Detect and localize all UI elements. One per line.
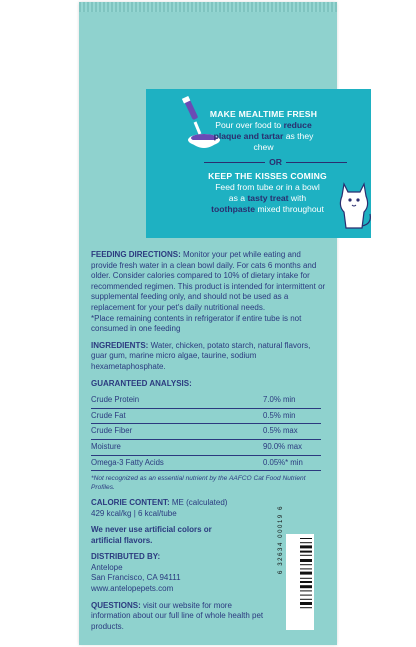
analysis-row — [91, 424, 321, 440]
analysis-table — [91, 393, 321, 471]
distributor-website: www.antelopepets.com — [91, 584, 174, 594]
questions-label: QUESTIONS: — [91, 600, 141, 610]
promo-highlight: tasty treat — [247, 193, 289, 203]
barcode-bar — [300, 545, 312, 548]
barcode-bar — [300, 555, 312, 556]
promo-text: Pour over food to — [215, 120, 284, 130]
analysis-nutrient: Moisture — [91, 439, 263, 455]
analysis-nutrient: Crude Fat — [91, 408, 263, 424]
barcode-bars — [286, 534, 314, 630]
barcode-bar — [300, 595, 312, 596]
or-divider — [204, 157, 347, 168]
ingredients-text: Water, chicken, potato starch, natural flavors, guar gum, marine micro algae, taurine, sodium hexametaphosphate. — [91, 340, 311, 371]
calorie-label: CALORIE CONTENT: — [91, 497, 170, 507]
promo-text: as a — [228, 193, 248, 203]
barcode-bar — [300, 590, 312, 591]
storage-note: *Place remaining contents in refrigerator if entire tube is not consumed in one feeding — [91, 313, 302, 334]
barcode-digits: 6 32634 00019 6 — [278, 504, 284, 574]
ingredients-label: INGREDIENTS: — [91, 340, 149, 350]
barcode-bar — [300, 551, 312, 553]
calorie-content — [91, 498, 327, 509]
analysis-nutrient: Omega-3 Fatty Acids — [91, 455, 263, 471]
promo-highlight: plaque and tartar — [213, 131, 284, 141]
promo-highlight: reduce — [283, 120, 312, 130]
promo-text: as they — [283, 131, 314, 141]
barcode-bar — [300, 568, 312, 569]
distributor-city: San Francisco, CA 94111 — [91, 573, 181, 583]
promo-text: with — [288, 193, 307, 203]
barcode-bar — [300, 559, 312, 562]
barcode-bar — [300, 607, 312, 608]
product-pouch — [79, 2, 337, 645]
analysis-value: 0.5% max — [263, 424, 321, 440]
feeding-label: FEEDING DIRECTIONS: — [91, 250, 181, 259]
calorie-values: 429 kcal/kg | 6 kcal/tube — [91, 508, 177, 518]
promo-panel — [146, 89, 371, 238]
questions-text: visit our website for more information about our full line of whole health pet products. — [91, 600, 264, 631]
barcode-bar — [300, 538, 312, 539]
barcode-bar — [300, 542, 312, 543]
claim-line: artificial flavors. — [91, 535, 153, 545]
analysis-value: 7.0% min — [263, 393, 321, 408]
analysis-row — [91, 408, 321, 424]
analysis-value: 90.0% max — [263, 439, 321, 455]
promo-text: Feed from tube or in a bowl — [215, 182, 320, 192]
barcode-bar — [300, 599, 312, 600]
barcode-bar — [300, 581, 312, 583]
calorie-text: ME (calculated) — [169, 497, 228, 507]
analysis-value: 0.05%* min — [263, 455, 321, 471]
barcode — [278, 504, 314, 630]
promo-highlight: toothpaste — [211, 204, 256, 214]
cat-icon — [332, 176, 376, 234]
section2-title: KEEP THE KISSES COMING — [208, 171, 327, 181]
barcode-bar — [300, 585, 312, 588]
analysis-nutrient: Crude Protein — [91, 393, 263, 408]
barcode-bar — [300, 564, 312, 565]
promo-text: mixed throughout — [255, 204, 324, 214]
barcode-bar — [300, 572, 312, 575]
or-label: OR — [269, 157, 282, 167]
barcode-bar — [300, 578, 312, 579]
analysis-label: GUARANTEED ANALYSIS: — [91, 378, 192, 388]
feeding-text: Monitor your pet while eating and provide fresh water in a clean bowl daily. For cats 6 months and older. Consider calories compared to 10% of dietary intake for recommended regimen. This product is intended for intermittent or supplemental feeding only, and should not be used as a replacement for your pet's daily nutritional needs. — [91, 250, 326, 312]
distributor-name: Antelope — [91, 562, 123, 572]
claim-line: We never use artificial colors or — [91, 525, 212, 535]
analysis-row — [91, 439, 321, 455]
questions — [91, 601, 271, 633]
barcode-bar — [300, 602, 312, 605]
ingredients — [91, 341, 327, 373]
analysis-nutrient: Crude Fiber — [91, 424, 263, 440]
distributor-label: DISTRIBUTED BY: — [91, 552, 161, 562]
promo-text: chew — [253, 142, 274, 152]
section1-title: MAKE MEALTIME FRESH — [209, 109, 318, 119]
analysis-value: 0.5% min — [263, 408, 321, 424]
analysis-row — [91, 455, 321, 471]
analysis-note: *Not recognized as an essential nutrient by the AAFCO Cat Food Nutrient Profiles. — [91, 475, 306, 491]
analysis-row — [91, 393, 321, 408]
feeding-directions — [91, 250, 327, 314]
